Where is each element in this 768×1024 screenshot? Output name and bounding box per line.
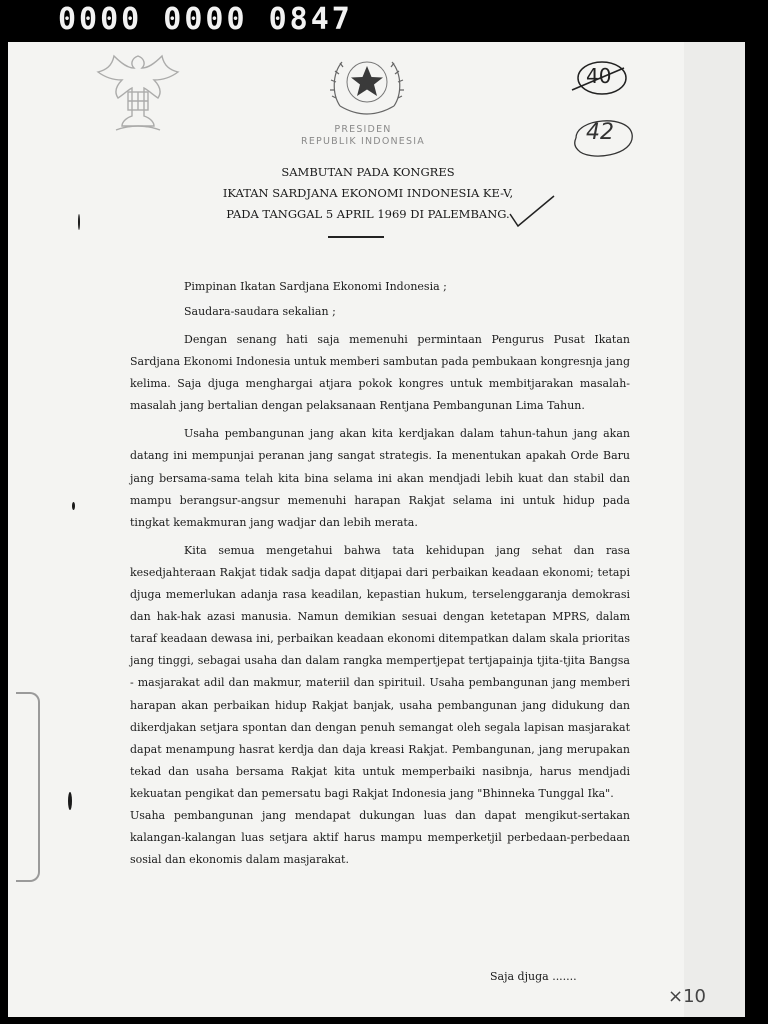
salutation-line: Pimpinan Ikatan Sardjana Ekonomi Indonesia ; [184, 280, 447, 293]
title-line-2: IKATAN SARDJANA EKONOMI INDONESIA KE-V, [222, 186, 514, 200]
letterhead [258, 124, 468, 148]
page-number-new-text: 42 [586, 120, 614, 145]
binding-margin-mark [16, 692, 40, 882]
title-divider [328, 236, 384, 238]
presidential-seal-icon [326, 46, 408, 126]
closing-paragraph: Usaha pembangunan jang mendapat dukungan luas dan dapat mengikut-sertakan kalangan-kalangan luas setjara aktif harus mampu memperketjil perbedaan-perbedaan sosial dan ekonomis dalam masjarakat. [130, 808, 630, 867]
garuda-emblem-icon [92, 46, 184, 134]
title-line-1: SAMBUTAN PADA KONGRES [281, 165, 455, 179]
letter-body [130, 276, 630, 871]
letterhead-line-2: REPUBLIK INDONESIA [301, 136, 425, 147]
ink-speck [72, 502, 75, 510]
paragraph: Dengan senang hati saja memenuhi permintaan Pengurus Pusat Ikatan Sardjana Ekonomi Indonesia untuk memberi sambutan pada pembukaan kongresnja jang kelima. Saja djuga menghargai atjara pokok kongres untuk membitjarakan masalah-masalah jang bertalian dengan pelaksanaan Rentjana Pembangunan Lima Tahun. [130, 333, 630, 413]
page-edge-shade [684, 42, 745, 1017]
continuation-note: Saja djuga ....... [490, 970, 577, 983]
letterhead-line-1: PRESIDEN [334, 124, 392, 135]
page-number-old-text: 40 [586, 64, 612, 88]
paragraph: Usaha pembangunan jang akan kita kerdjakan dalam tahun-tahun jang akan datang ini mempunjai peranan jang sangat strategis. Ia menentukan apakah Orde Baru jang bersama-sama telah kita bina selama ini akan mendjadi lebih kuat dan stabil dan mampu berangsur-angsur memenuhi harapan Rakjat selama ini untuk hidup pada tingkat kemakmuran jang wadjar dan lebih merata. [130, 427, 630, 529]
document-page [8, 42, 745, 1017]
check-mark-icon [508, 192, 558, 232]
scan-mark: ×10 [668, 986, 706, 1007]
microfilm-frame-number: 0000 0000 0847 [58, 2, 353, 37]
paragraph: Kita semua mengetahui bahwa tata kehidupan jang sehat dan rasa kesedjahteraan Rakjat tidak sadja dapat ditjapai dari perbaikan keadaan ekonomi; tetapi djuga memerlukan adanja rasa keadilan, kepastian hukum, terselenggaranja demokrasi dan hak-hak azasi manusia. Namun demikian sesuai dengan ketetapan MPRS, dalam taraf keadaan dewasa ini, perbaikan keadaan ekonomi ditempatkan dalam skala prioritas jang tinggi, sebagai usaha dan dalam rangka mempertjepat tertjapainja tjita-tjita Bangsa - masjarakat adil dan makmur, materiil dan spirituil. Usaha pembangunan jang memberi harapan akan perbaikan hidup Rakjat banjak, usaha pembangunan jang didukung dan dikerdjakan setjara spontan dan dengan penuh semangat oleh segala lapisan masjarakat dapat menampung hasrat kerdja dan daja kreasi Rakjat. Pembangunan, jang merupakan tekad dan usaha bersama Rakjat kita untuk memperbaiki nasibnja, harus mendjadi kekuatan pengikat dan pemersatu bagi Rakjat Indonesia jang "Bhinneka Tunggal Ika". [130, 543, 630, 800]
ink-speck [78, 214, 80, 230]
ink-speck [68, 792, 72, 810]
salutation-line: Saudara-saudara sekalian ; [184, 305, 336, 318]
document-title [178, 162, 558, 225]
title-line-3: PADA TANGGAL 5 APRIL 1969 DI PALEMBANG. [226, 207, 510, 221]
